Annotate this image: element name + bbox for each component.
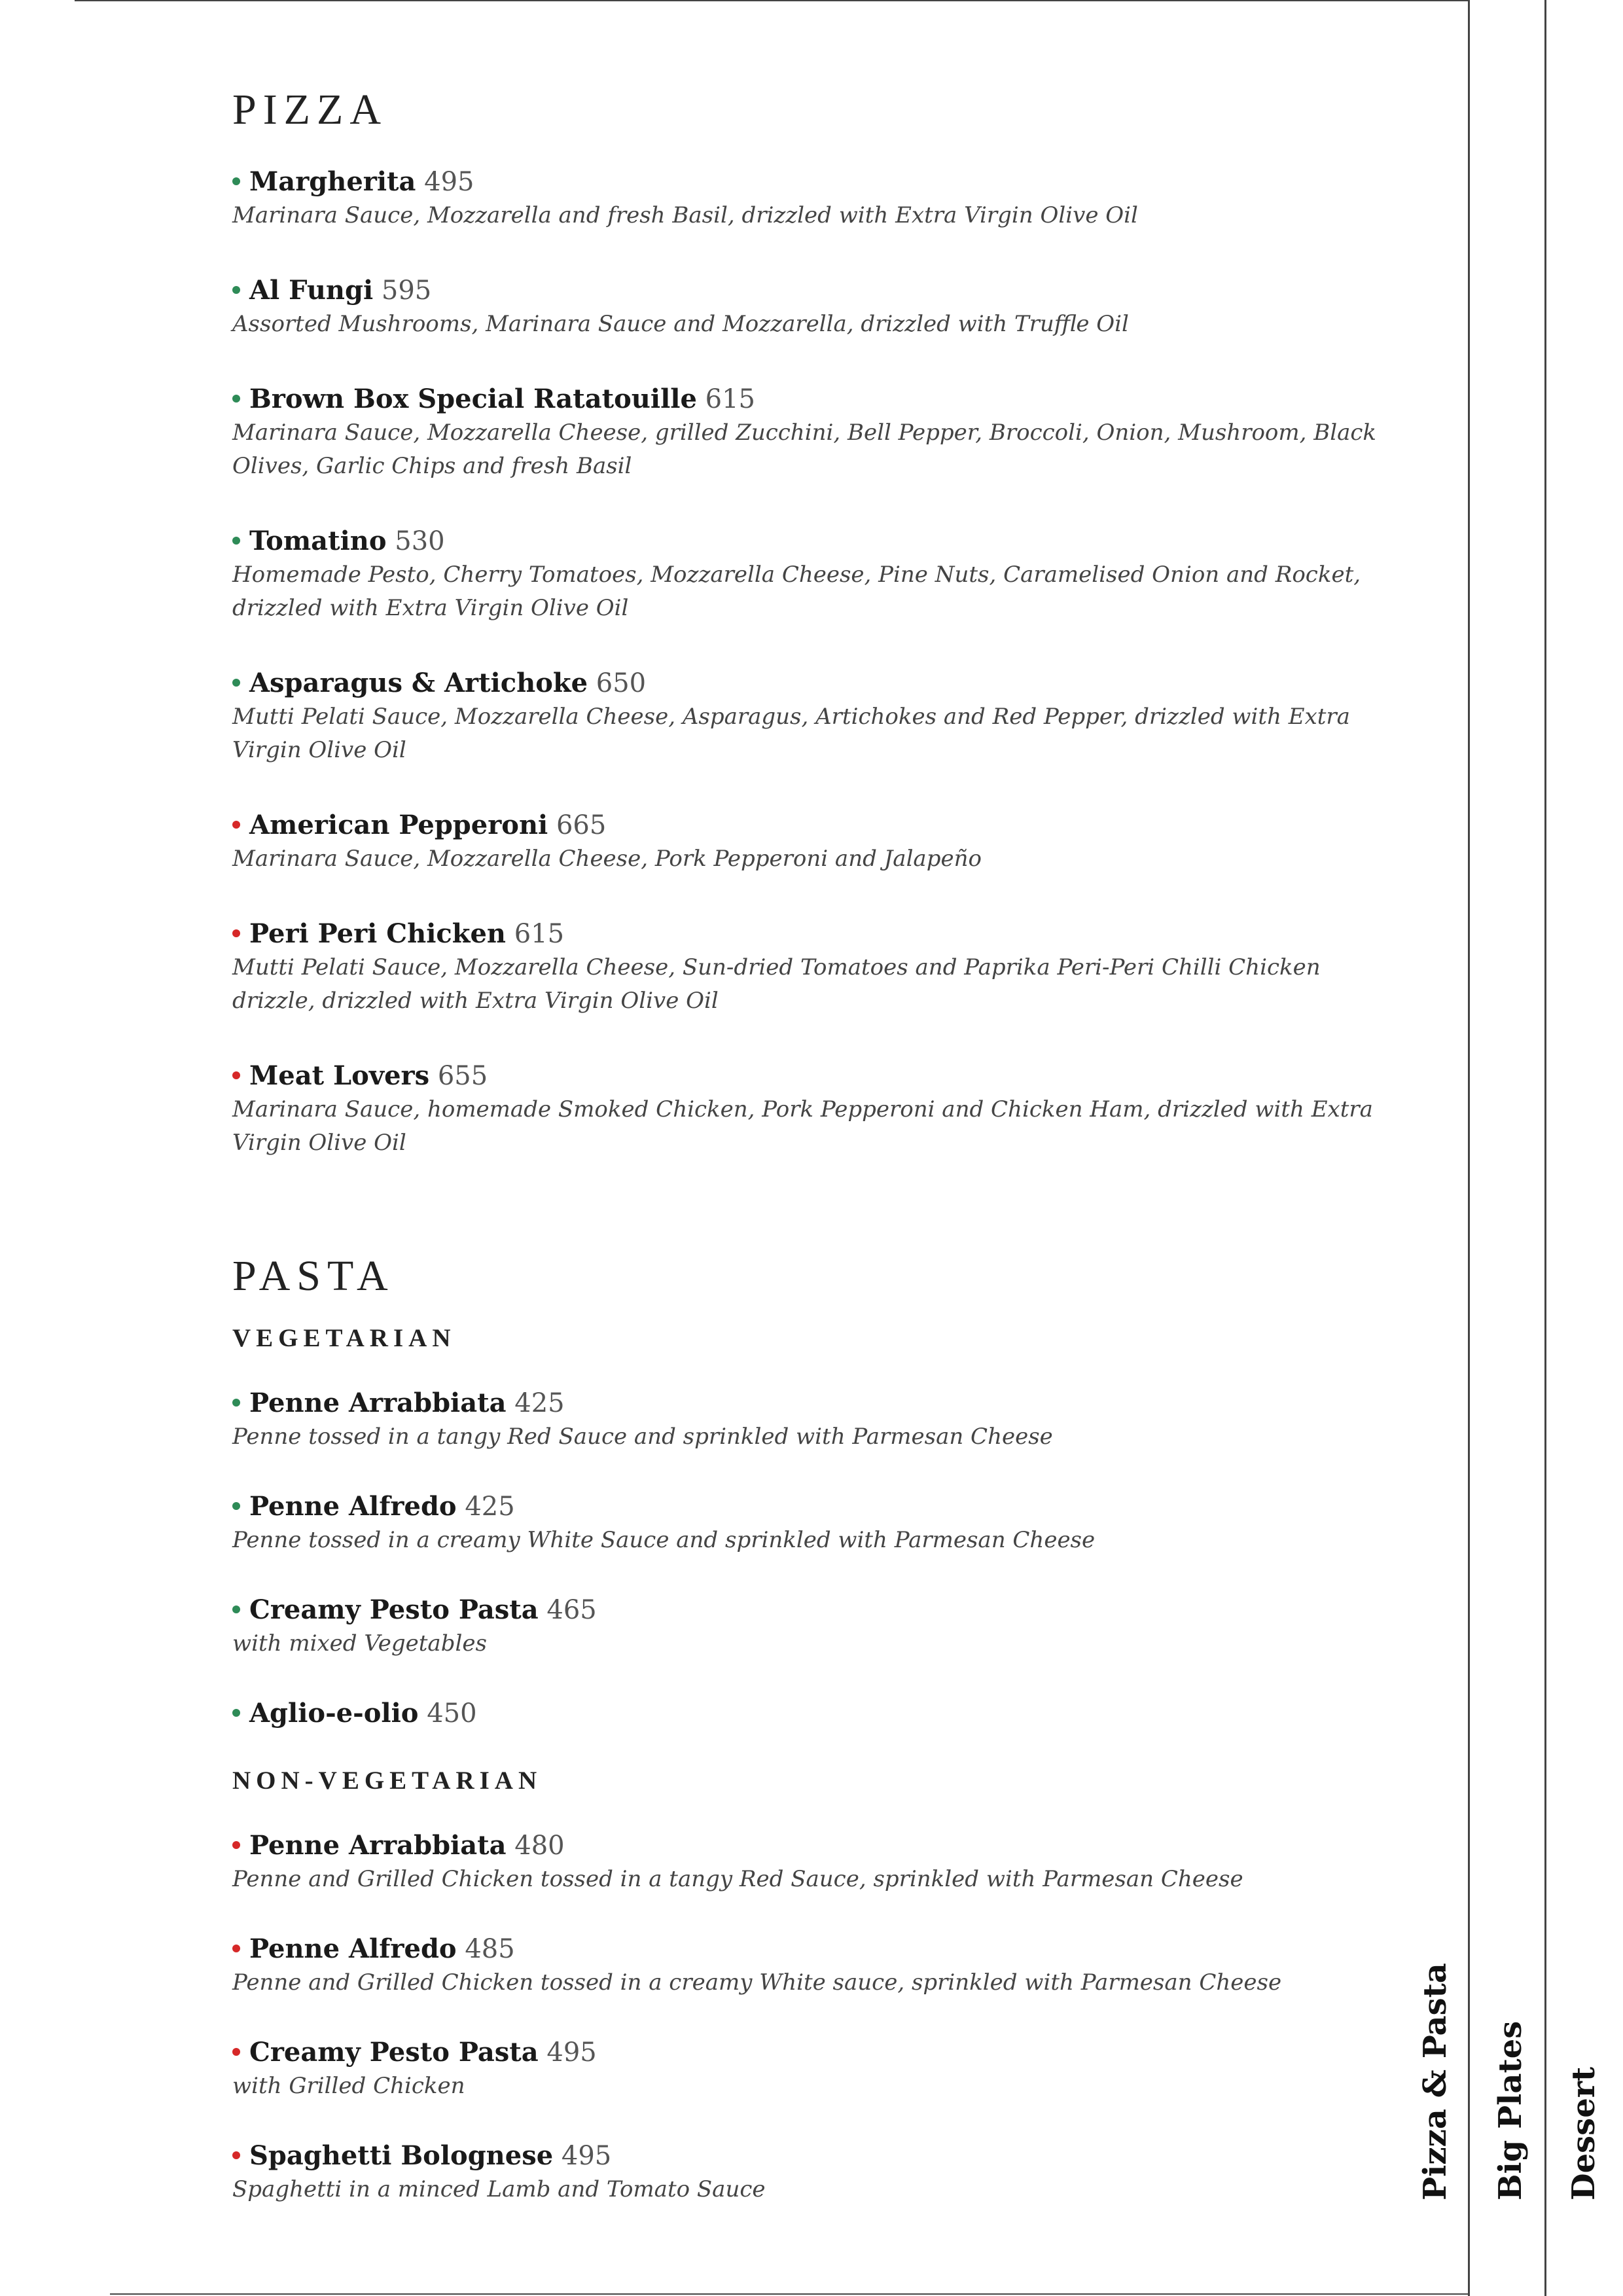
menu-item [232, 1059, 1397, 1160]
menu-item-heading [232, 1593, 1397, 1627]
tab-pizza-pasta[interactable]: Pizza & Pasta [1417, 1963, 1454, 2200]
menu-item [232, 2139, 1397, 2206]
menu-item-price: 595 [381, 276, 432, 306]
menu-item-description: Penne tossed in a creamy White Sauce and sprinkled with Parmesan Cheese [232, 1527, 1096, 1553]
menu-item-price: 485 [465, 1934, 515, 1964]
menu-item-price: 495 [546, 2037, 597, 2068]
veg-dot-icon [232, 537, 240, 545]
nonveg-dot-icon [232, 2151, 240, 2159]
tab-dessert[interactable]: Dessert [1565, 2066, 1602, 2200]
menu-item-price: 495 [561, 2141, 612, 2171]
veg-dot-icon [232, 395, 240, 403]
menu-item-heading [232, 1490, 1397, 1524]
menu-item-heading [232, 382, 1397, 416]
menu-item-price: 425 [514, 1388, 565, 1418]
menu-item-description: Penne tossed in a tangy Red Sauce and sprinkled with Parmesan Cheese [232, 1424, 1053, 1450]
tab-divider-2 [1544, 0, 1546, 2296]
menu-item-heading [232, 2139, 1397, 2173]
menu-item [232, 2036, 1397, 2103]
menu-item-description: Marinara Sauce, Mozzarella Cheese, grilled Zucchini, Bell Pepper, Broccoli, Onion, Mushroom, Black Olives, Garlic Chips and fresh Basil [232, 420, 1377, 479]
menu-item-price: 450 [427, 1698, 477, 1729]
menu-item-price: 530 [395, 526, 445, 556]
menu-item-description: Penne and Grilled Chicken tossed in a tangy Red Sauce, sprinkled with Parmesan Cheese [232, 1866, 1243, 1892]
vegetarian-subtitle: VEGETARIAN [232, 1324, 456, 1352]
menu-item-heading [232, 1696, 1397, 1731]
menu-item [232, 1386, 1397, 1454]
menu-item-description: Marinara Sauce, Mozzarella Cheese, Pork Pepperoni and Jalapeño [232, 846, 982, 872]
menu-item [232, 666, 1397, 767]
menu-item [232, 524, 1397, 625]
menu-item-description: Mutti Pelati Sauce, Mozzarella Cheese, Asparagus, Artichokes and Red Pepper, drizzled with Extra Virgin Olive Oil [232, 704, 1350, 763]
menu-item-heading [232, 1059, 1397, 1093]
menu-item-price: 665 [556, 810, 607, 840]
menu-item-name: Aglio-e-olio [249, 1698, 419, 1729]
menu-item-heading [232, 917, 1397, 951]
menu-item-heading [232, 1932, 1397, 1966]
menu-item-name: Margherita [249, 166, 416, 197]
menu-item-name: Penne Alfredo [249, 1933, 457, 1964]
menu-item-description: with mixed Vegetables [232, 1630, 487, 1657]
menu-item-price: 650 [596, 668, 647, 698]
menu-item-description: Marinara Sauce, homemade Smoked Chicken, Pork Pepperoni and Chicken Ham, drizzled with Extra Virgin Olive Oil [232, 1096, 1373, 1156]
veg-dot-icon [232, 177, 240, 185]
menu-item-heading [232, 1386, 1397, 1420]
menu-item-description: Penne and Grilled Chicken tossed in a creamy White sauce, sprinkled with Parmesan Cheese [232, 1969, 1282, 1996]
veg-dot-icon [232, 1502, 240, 1510]
bottom-rule [110, 2293, 1469, 2295]
veg-dot-icon [232, 679, 240, 687]
nonveg-dot-icon [232, 1071, 240, 1079]
menu-item-description: Marinara Sauce, Mozzarella and fresh Basil, drizzled with Extra Virgin Olive Oil [232, 202, 1138, 228]
menu-item-name: Penne Alfredo [249, 1491, 457, 1522]
menu-item [232, 917, 1397, 1018]
menu-item-heading [232, 524, 1397, 558]
menu-item-name: Spaghetti Bolognese [249, 2140, 554, 2171]
menu-item-description: Mutti Pelati Sauce, Mozzarella Cheese, Sun-dried Tomatoes and Paprika Peri-Peri Chilli Chicken drizzle, drizzled with Extra Virgin Olive Oil [232, 954, 1321, 1014]
non-vegetarian-subtitle: NON-VEGETARIAN [232, 1767, 543, 1795]
menu-item-name: Peri Peri Chicken [249, 918, 507, 949]
menu-item-price: 615 [514, 919, 565, 949]
menu-item-description: Assorted Mushrooms, Marinara Sauce and Mozzarella, drizzled with Truffle Oil [232, 311, 1129, 337]
nonveg-dot-icon [232, 1841, 240, 1849]
nonveg-dot-icon [232, 929, 240, 937]
menu-item [232, 1829, 1397, 1896]
menu-item-name: American Pepperoni [249, 810, 548, 840]
veg-dot-icon [232, 286, 240, 294]
menu-item [232, 274, 1397, 341]
menu-item-name: Creamy Pesto Pasta [249, 1594, 539, 1625]
nonveg-dot-icon [232, 1945, 240, 1952]
menu-item [232, 165, 1397, 232]
veg-dot-icon [232, 1399, 240, 1407]
menu-item-price: 425 [465, 1492, 515, 1522]
menu-item-name: Meat Lovers [249, 1060, 430, 1091]
menu-item-heading [232, 274, 1397, 308]
menu-item [232, 382, 1397, 483]
menu-item-description: Homemade Pesto, Cherry Tomatoes, Mozzarella Cheese, Pine Nuts, Caramelised Onion and Rocket, drizzled with Extra Virgin Olive Oil [232, 562, 1361, 621]
menu-item-price: 495 [424, 167, 474, 197]
menu-item-heading [232, 2036, 1397, 2070]
menu-item-price: 465 [546, 1595, 597, 1625]
menu-item-heading [232, 165, 1397, 199]
menu-item-price: 655 [437, 1061, 488, 1091]
menu-item-name: Al Fungi [249, 275, 374, 306]
menu-item [232, 1593, 1397, 1660]
veg-dot-icon [232, 1709, 240, 1717]
tab-big-plates[interactable]: Big Plates [1492, 2020, 1529, 2200]
pizza-section-title: PIZZA [232, 86, 387, 134]
menu-item [232, 1932, 1397, 2000]
menu-item-heading [232, 1829, 1397, 1863]
veg-dot-icon [232, 1605, 240, 1613]
menu-item-price: 480 [514, 1831, 565, 1861]
menu-item-price: 615 [705, 384, 755, 414]
nonveg-dot-icon [232, 2048, 240, 2056]
menu-item-heading [232, 666, 1397, 700]
menu-item [232, 1490, 1397, 1557]
menu-item [232, 808, 1397, 876]
menu-item-description: with Grilled Chicken [232, 2073, 465, 2099]
top-rule [75, 0, 1469, 1]
menu-item-name: Penne Arrabbiata [249, 1830, 507, 1861]
tab-divider-1 [1468, 0, 1470, 2296]
menu-item [232, 1696, 1397, 1731]
nonveg-dot-icon [232, 821, 240, 829]
menu-item-name: Brown Box Special Ratatouille [249, 384, 697, 414]
menu-item-description: Spaghetti in a minced Lamb and Tomato Sauce [232, 2176, 766, 2202]
menu-item-heading [232, 808, 1397, 842]
menu-item-name: Asparagus & Artichoke [249, 668, 588, 698]
menu-item-name: Tomatino [249, 526, 387, 556]
pasta-section-title: PASTA [232, 1252, 395, 1300]
menu-item-name: Penne Arrabbiata [249, 1388, 507, 1418]
menu-item-name: Creamy Pesto Pasta [249, 2037, 539, 2068]
